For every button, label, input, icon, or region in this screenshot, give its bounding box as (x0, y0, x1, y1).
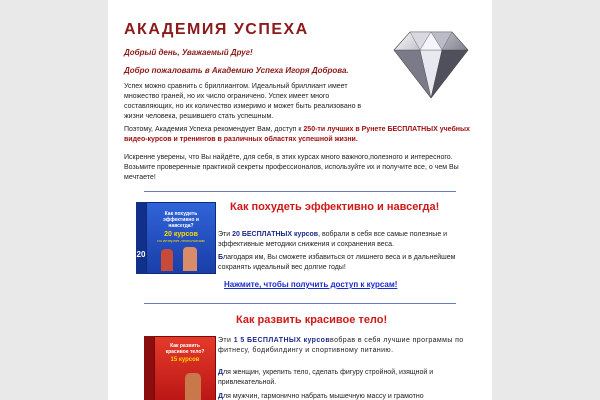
section-2-heading: Как развить красивое тело! (236, 314, 388, 326)
section-2-text-2: Для женщин, укрепить тело, сделать фигуру стройной, изящной и привлекательной. (218, 369, 434, 386)
divider-1 (144, 191, 456, 192)
section-1-highlight: 20 БЕСПЛАТНЫХ курсов (232, 231, 319, 238)
section-1-text-2: Благодаря им, Вы сможете избавиться от лишнего веса и в дальнейшем сохранять идеальный вес долгие годы! (218, 254, 456, 271)
intro-paragraph-2 (124, 125, 474, 145)
box-cover-2 (154, 336, 216, 400)
diamond-image (388, 24, 474, 102)
divider-2 (144, 303, 456, 304)
box-title-2: Как развить красивое тело? (165, 343, 205, 355)
box-subtitle-2: по интернет-технологиям (157, 238, 205, 243)
section-1-access-link[interactable]: Нажмите, чтобы получить доступ к курсам! (224, 280, 398, 289)
intro-paragraph-1: Успех можно сравнить с бриллиантом. Идеальный бриллиант имеет множество граней, но их число ограничено. Успех имеет много составляющих, но их количество измеримо и может быть реализовано в жизни человека, решившего стать успешным. (124, 83, 362, 120)
box-figure-man (183, 247, 197, 271)
box-figure-bodybuilder (185, 373, 201, 400)
section-1-text-1: Эти 20 БЕСПЛАТНЫХ курсов, вобрали в себя все самые полезные и эффективные методики снижения и сохранения веса. (218, 231, 448, 248)
page-title: АКАДЕМИЯ УСПЕХА (124, 21, 309, 38)
greeting-text: Добрый день, Уважаемый Друг! (124, 48, 253, 57)
box-cover (146, 202, 216, 274)
section-1-heading: Как похудеть эффективно и навсегда! (230, 201, 440, 213)
box-title: Как похудеть эффективно и навсегда? (163, 211, 199, 229)
box-subtitle: 20 курсов (164, 231, 198, 238)
section-2-text-3: Для мужчин, гармонично набрать мышечную массу и грамотно (218, 393, 424, 400)
course-box-body[interactable] (144, 336, 216, 400)
box-spine-2 (144, 336, 154, 400)
welcome-text: Добро пожаловать в Академию Успеха Игоря Доброва. (124, 66, 349, 75)
course-box-weightloss[interactable] (136, 202, 216, 274)
box-figure-woman (161, 249, 173, 271)
intro-paragraph-2-highlight: 250-ти лучших в Рунете БЕСПЛАТНЫХ учебных видео-курсов и тренингов в различных областях успешной жизни. (124, 126, 470, 143)
section-2-text-1: Эти 1 5 БЕСПЛАТНЫХ курсоввобрав в себя лучшие программы по фитнесу, бодибилдингу и спортивному питанию. (218, 337, 464, 354)
page-content (108, 0, 492, 400)
intro-paragraph-3: Искренне уверены, что Вы найдёте, для себя, в этих курсах много важного,полезного и интересного. Возьмите проверенные практикой секреты профессионалов, используйте их и получите все, о чем Вы мечтаете! (124, 154, 459, 181)
intro-paragraph-2-text: Поэтому, Академия Успеха рекомендует Вам, доступ к (124, 126, 304, 133)
section-2-highlight: 1 5 БЕСПЛАТНЫХ курсов (233, 337, 331, 344)
box-subtitle-2b: 15 курсов (170, 357, 200, 363)
box-spine: 20 (136, 202, 146, 274)
